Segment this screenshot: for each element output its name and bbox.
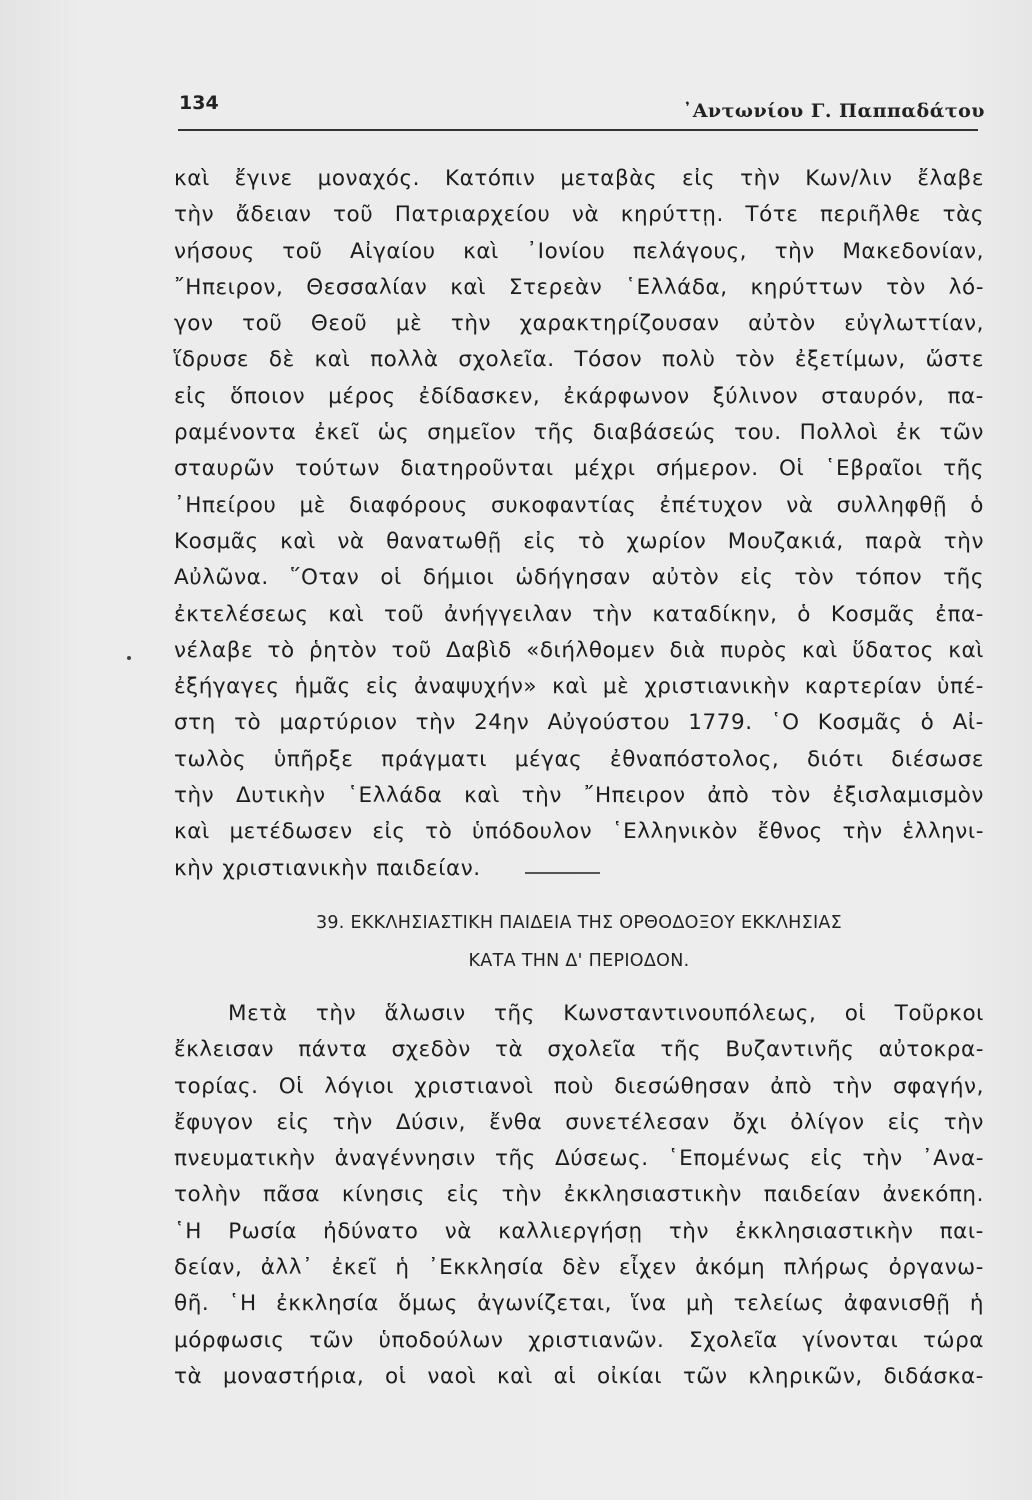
header-rule <box>178 129 978 131</box>
text-line: θῆ. ῾Η ἐκκλησία ὅμως ἀγωνίζεται, ἵνα μὴ τελείως ἀφανισθῇ ἡ <box>174 1291 984 1317</box>
text-line: σταυρῶν τούτων διατηροῦνται μέχρι σήμερον. Οἱ ῾Εβραῖοι τῆς <box>174 456 984 482</box>
text-line: δείαν, ἀλλ᾿ ἐκεῖ ἡ ᾿Εκκλησία δὲν εἶχεν ἀκόμη πλήρως ὀργανω- <box>174 1255 984 1281</box>
text-line: νήσους τοῦ Αἰγαίου καὶ ᾿Ιονίου πελάγους, τὴν Μακεδονίαν, <box>174 238 984 264</box>
text-line: πνευματικὴν ἀναγέννησιν τῆς Δύσεως. ῾Επομένως εἰς τὴν ᾿Ανα- <box>174 1146 984 1172</box>
text-line: ραμένοντα ἐκεῖ ὡς σημεῖον τῆς διαβάσεώς του. Πολλοὶ ἐκ τῶν <box>174 420 984 446</box>
text-line: ῎Ηπειρον, Θεσσαλίαν καὶ Στερεὰν ῾Ελλάδα, κηρύττων τὸν λό- <box>174 274 984 300</box>
paragraph-2 <box>174 996 984 1395</box>
page-number: 134 <box>179 92 219 114</box>
section-heading-line-1: 39. ΕΚΚΛΗΣΙΑΣΤΙΚΗ ΠΑΙΔΕΙΑ ΤΗΣ ΟΡΘΟΔΟΞΟΥ ΕΚΚΛΗΣΙΑΣ <box>315 913 843 933</box>
text-line: γον τοῦ Θεοῦ μὲ τὴν χαρακτηρίζουσαν αὐτὸν εὐγλωττίαν, <box>174 311 984 337</box>
text-line: στη τὸ μαρτύριον τὴν 24ην Αὐγούστου 1779. ῾Ο Κοσμᾶς ὁ Αἰ- <box>174 710 984 736</box>
text-line: ἐξήγαγες ἡμᾶς εἰς ἀναψυχήν» καὶ μὲ χριστιανικὴν καρτερίαν ὑπέ- <box>174 674 984 700</box>
text-line: ᾿Ηπείρου μὲ διαφόρους συκοφαντίας ἐπέτυχον νὰ συλληφθῇ ὁ <box>174 492 984 518</box>
text-line: ἔφυγον εἰς τὴν Δύσιν, ἔνθα συνετέλεσαν ὄχι ὀλίγον εἰς τὴν <box>174 1109 984 1135</box>
text-line: ῾Η Ρωσία ἠδύνατο νὰ καλλιεργήσῃ τὴν ἐκκλησιαστικὴν παι- <box>174 1218 984 1244</box>
text-line: τὴν ἄδειαν τοῦ Πατριαρχείου νὰ κηρύττῃ. Τότε περιῆλθε τὰς <box>174 202 984 228</box>
text-line: τὰ μοναστήρια, οἱ ναοὶ καὶ αἱ οἰκίαι τῶν κληρικῶν, διδάσκα- <box>174 1363 984 1389</box>
text-line: εἰς ὅποιον μέρος ἐδίδασκεν, ἐκάρφωνον ξύλινον σταυρόν, πα- <box>174 383 984 409</box>
text-line: τορίας. Οἱ λόγιοι χριστιανοὶ ποὺ διεσώθησαν ἀπὸ τὴν σφαγήν, <box>174 1073 984 1099</box>
paragraph-1 <box>174 161 984 887</box>
section-separator <box>525 872 600 874</box>
text-line: Κοσμᾶς καὶ νὰ θανατωθῇ εἰς τὸ χωρίον Μουζακιά, παρὰ τὴν <box>174 528 984 554</box>
page-header <box>175 92 985 132</box>
text-line: τωλὸς ὑπῆρξε πράγματι μέγας ἐθναπόστολος, διότι διέσωσε <box>174 746 984 772</box>
text-line: μόρφωσις τῶν ὑποδούλων χριστιανῶν. Σχολεῖα γίνονται τώρα <box>174 1327 984 1353</box>
text-line: ἵδρυσε δὲ καὶ πολλὰ σχολεῖα. Τόσον πολὺ τὸν ἐξετίμων, ὥστε <box>174 347 984 373</box>
text-line: κὴν χριστιανικὴν παιδείαν. <box>174 855 481 881</box>
margin-mark <box>127 656 131 660</box>
text-line: καὶ ἔγινε μοναχός. Κατόπιν μεταβὰς εἰς τὴν Κων/λιν ἔλαβε <box>174 166 984 191</box>
text-line: ἔκλεισαν πάντα σχεδὸν τὰ σχολεῖα τῆς Βυζαντινῆς αὐτοκρα- <box>174 1037 984 1063</box>
text-line: τὴν Δυτικὴν ῾Ελλάδα καὶ τὴν ῎Ηπειρον ἀπὸ τὸν ἐξισλαμισμὸν <box>174 783 984 809</box>
text-line: ἐκτελέσεως καὶ τοῦ ἀνήγγειλαν τὴν καταδίκην, ὁ Κοσμᾶς ἐπα- <box>174 601 984 627</box>
running-head: ᾿Αντωνίου Γ. Παππαδάτου <box>682 100 985 122</box>
text-line: Μετὰ τὴν ἅλωσιν τῆς Κωνσταντινουπόλεως, οἱ Τοῦρκοι <box>228 1001 984 1026</box>
text-line: τολὴν πᾶσα κίνησις εἰς τὴν ἐκκλησιαστικὴν παιδείαν ἀνεκόπη. <box>174 1182 984 1208</box>
text-line: Αὐλῶνα. ῞Οταν οἱ δήμιοι ὡδήγησαν αὐτὸν εἰς τὸν τόπον τῆς <box>174 565 984 591</box>
text-line: νέλαβε τὸ ῥητὸν τοῦ Δαβὶδ «διήλθομεν διὰ πυρὸς καὶ ὕδατος καὶ <box>174 637 984 663</box>
text-line: καὶ μετέδωσεν εἰς τὸ ὑπόδουλον ῾Ελληνικὸν ἔθνος τὴν ἑλληνι- <box>174 819 984 845</box>
section-heading-line-2: ΚΑΤΑ ΤΗΝ Δ' ΠΕΡΙΟΔΟΝ. <box>468 951 690 971</box>
